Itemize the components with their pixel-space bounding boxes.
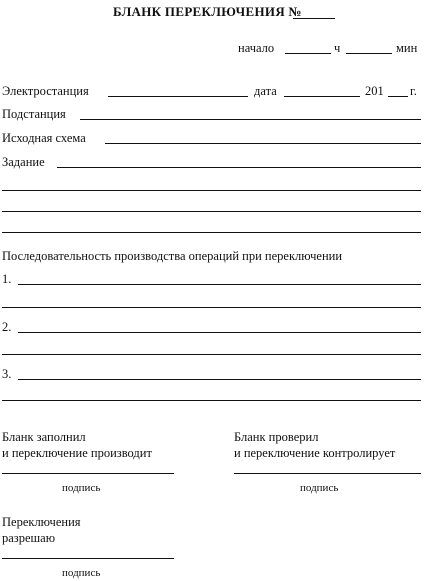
start-minutes-field[interactable] [346, 53, 392, 54]
date-label: дата [254, 84, 277, 98]
substation-label: Подстанция [2, 107, 66, 121]
permit-label-2: разрешаю [2, 531, 56, 545]
initial-scheme-field[interactable] [105, 143, 421, 144]
station-field[interactable] [108, 96, 248, 97]
year-field[interactable] [388, 96, 408, 97]
year-prefix: 201 [365, 84, 384, 98]
task-label: Задание [2, 155, 45, 169]
checked-by-label: Бланк проверил [234, 430, 319, 444]
minutes-label: мин [396, 41, 418, 55]
checked-by-label-2: и переключение контролирует [234, 446, 396, 460]
filled-by-label: Бланк заполнил [2, 430, 86, 444]
year-suffix: г. [410, 84, 417, 98]
filled-by-signature-field[interactable] [2, 473, 174, 474]
filled-by-label-2: и переключение производит [2, 446, 152, 460]
start-label: начало [238, 41, 275, 55]
step-line[interactable] [18, 379, 421, 380]
checked-by-signature-field[interactable] [234, 473, 421, 474]
date-field[interactable] [284, 96, 360, 97]
form-title: БЛАНК ПЕРЕКЛЮЧЕНИЯ № [113, 4, 302, 19]
permit-signature-field[interactable] [2, 558, 174, 559]
step-line[interactable] [18, 332, 421, 333]
step-line[interactable] [18, 284, 421, 285]
permit-label: Переключения [2, 515, 81, 529]
start-hours-field[interactable] [285, 53, 331, 54]
substation-field[interactable] [80, 119, 421, 120]
step-line[interactable] [2, 354, 421, 355]
task-line[interactable] [2, 190, 421, 191]
hours-label: ч [334, 41, 341, 55]
task-field[interactable] [57, 167, 421, 168]
step-line[interactable] [2, 400, 421, 401]
sequence-heading: Последовательность производства операций при переключении [2, 249, 343, 263]
signature-caption: подпись [62, 482, 101, 494]
step-number: 2. [2, 320, 12, 334]
step-number: 1. [2, 272, 12, 286]
task-line[interactable] [2, 232, 421, 233]
step-line[interactable] [2, 307, 421, 308]
signature-caption: подпись [62, 567, 101, 579]
station-label: Электростанция [2, 84, 89, 98]
task-line[interactable] [2, 211, 421, 212]
step-number: 3. [2, 367, 12, 381]
initial-scheme-label: Исходная схема [2, 131, 86, 145]
signature-caption: подпись [300, 482, 339, 494]
form-number-field[interactable] [293, 18, 335, 19]
